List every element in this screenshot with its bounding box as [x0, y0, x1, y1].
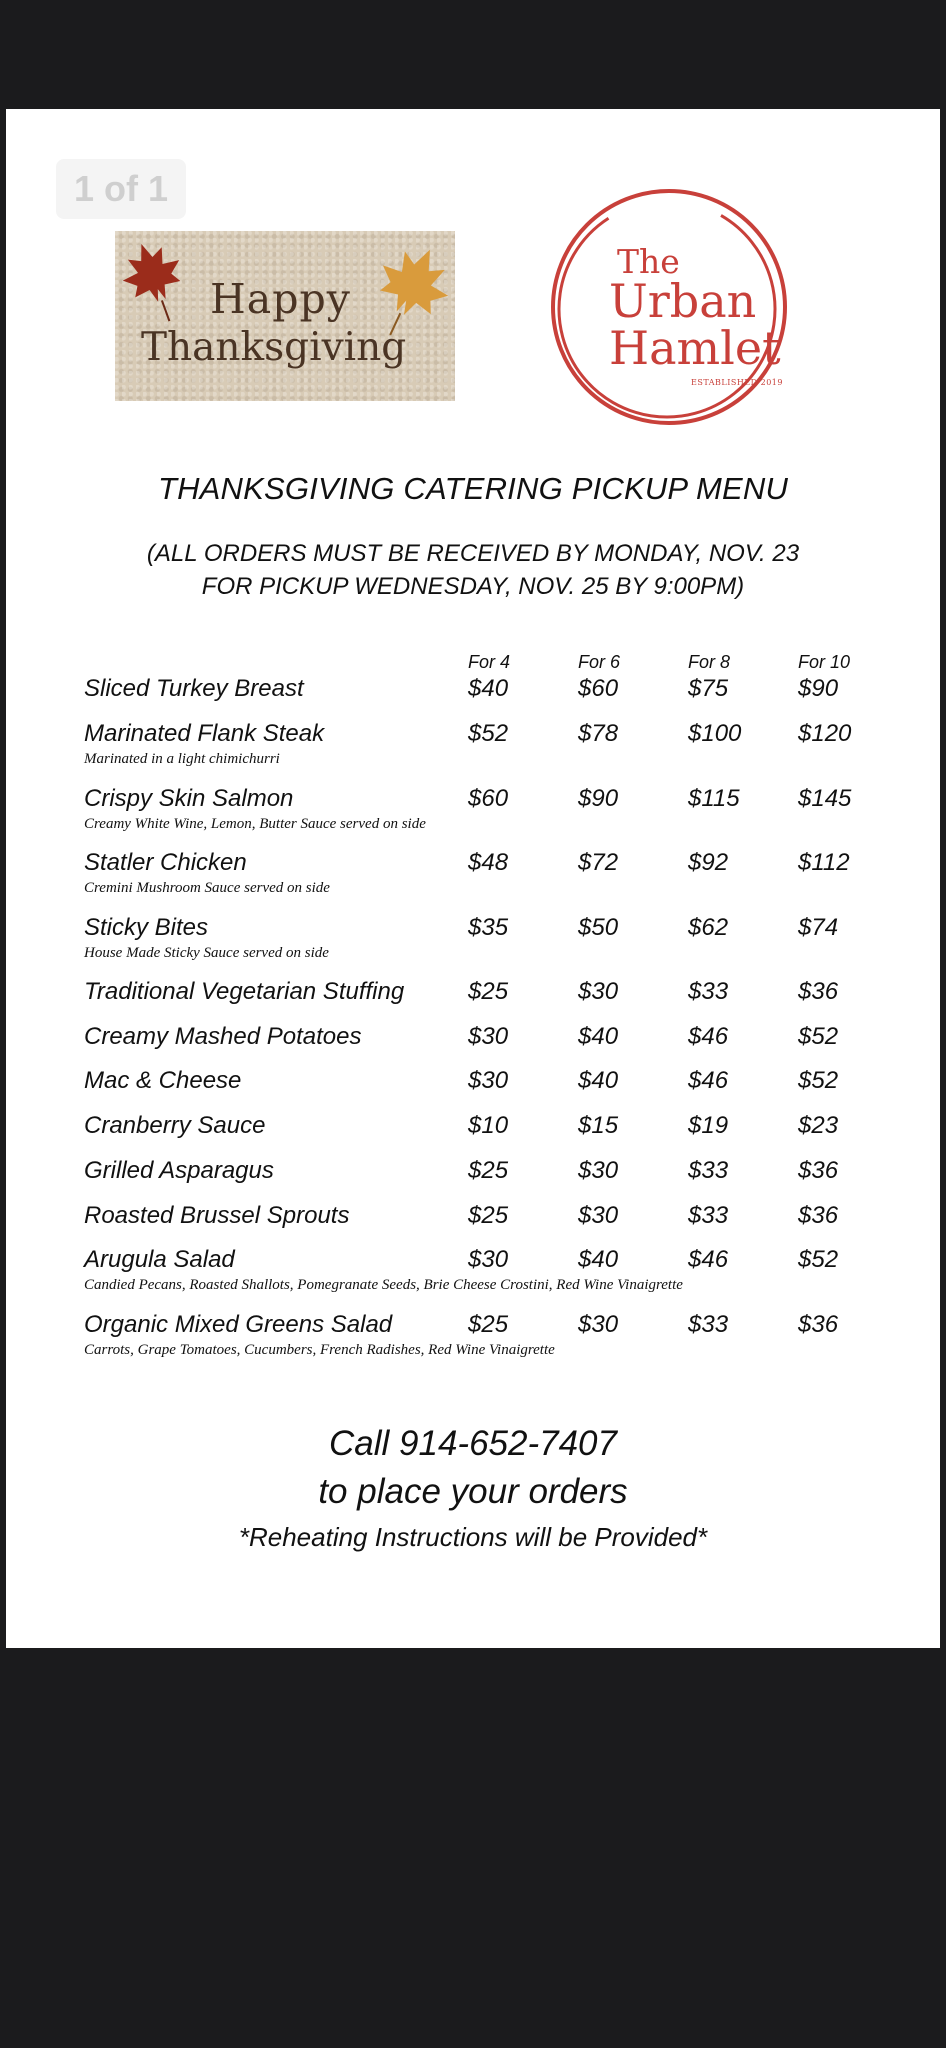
happy-thanksgiving-image: [115, 231, 455, 401]
menu-item-price: $112: [798, 849, 850, 876]
menu-item-price: $90: [578, 785, 619, 812]
logo-established: ESTABLISHED 2019: [691, 378, 783, 387]
urban-hamlet-logo: [539, 182, 799, 432]
menu-item-price: $40: [468, 675, 509, 702]
menu-item-price: $36: [798, 978, 839, 1005]
menu-item-price: $90: [798, 675, 839, 702]
menu-item-price: $25: [468, 978, 509, 1005]
thanks-line-happy: Happy: [210, 275, 351, 323]
column-header-for-8: For 8: [688, 652, 731, 672]
menu-item-price: $100: [688, 720, 742, 747]
menu-item-price: $25: [468, 1157, 509, 1184]
menu-document: [6, 109, 940, 1648]
menu-item-price: $52: [468, 720, 509, 747]
menu-item-price: $48: [468, 849, 509, 876]
order-notice-line1: (ALL ORDERS MUST BE RECEIVED BY MONDAY, NOV. 23: [146, 540, 800, 567]
menu-item-price: $23: [798, 1112, 839, 1139]
menu-item-price: $40: [578, 1023, 619, 1050]
menu-item-price: $35: [468, 914, 509, 941]
menu-item-price: $52: [798, 1246, 839, 1273]
menu-item-price: $33: [688, 978, 729, 1005]
menu-item-price: $75: [688, 675, 729, 702]
menu-item-price: $115: [688, 785, 740, 812]
menu-item-price: $30: [578, 1311, 619, 1338]
column-header-for-4: For 4: [468, 652, 511, 672]
menu-item-price: $52: [798, 1023, 839, 1050]
menu-item-name: Roasted Brussel Sprouts: [84, 1202, 350, 1229]
column-header-for-10: For 10: [798, 652, 851, 672]
menu-item-price: $72: [578, 849, 619, 876]
column-header-for-6: For 6: [578, 652, 621, 672]
order-notice: [6, 537, 940, 603]
menu-item-price: $30: [578, 978, 619, 1005]
menu-item-name: Sliced Turkey Breast: [84, 675, 304, 702]
menu-item-price: $60: [468, 785, 509, 812]
menu-item-description: Marinated in a light chimichurri: [84, 751, 280, 767]
menu-item-description: Candied Pecans, Roasted Shallots, Pomegranate Seeds, Brie Cheese Crostini, Red Wine Vinaigrette: [84, 1277, 683, 1293]
menu-item-name: Organic Mixed Greens Salad: [84, 1311, 393, 1338]
logo-text-the: The: [617, 242, 680, 281]
menu-item-price: $25: [468, 1202, 509, 1229]
menu-item-price: $36: [798, 1157, 839, 1184]
menu-item-price: $10: [468, 1112, 509, 1139]
menu-item-price: $46: [688, 1067, 729, 1094]
menu-item-price: $19: [688, 1112, 729, 1139]
order-notice-line2: FOR PICKUP WEDNESDAY, NOV. 25 BY 9:00PM): [201, 573, 745, 600]
menu-item-name: Creamy Mashed Potatoes: [84, 1023, 362, 1050]
menu-item-name: Mac & Cheese: [84, 1067, 242, 1094]
logo-text-urban: Urban: [609, 274, 757, 328]
menu-item-price: $46: [688, 1023, 729, 1050]
place-orders-line: to place your orders: [318, 1472, 628, 1511]
menu-item-price: $50: [578, 914, 619, 941]
menu-item-price: $25: [468, 1311, 509, 1338]
menu-item-description: Cremini Mushroom Sauce served on side: [84, 880, 330, 896]
menu-item-price: $36: [798, 1311, 839, 1338]
menu-item-price: $15: [578, 1112, 619, 1139]
menu-item-price: $40: [578, 1246, 619, 1273]
thanks-line-thanksgiving: Thanksgiving: [141, 325, 407, 370]
menu-item-price: $30: [468, 1246, 509, 1273]
menu-item-price: $78: [578, 720, 619, 747]
menu-item-price: $92: [688, 849, 729, 876]
menu-item-price: $52: [798, 1067, 839, 1094]
menu-item-name: Sticky Bites: [84, 914, 209, 941]
menu-item-price: $120: [798, 720, 852, 747]
menu-item-price: $33: [688, 1202, 729, 1229]
menu-item-price: $145: [798, 785, 852, 812]
menu-item-price: $30: [468, 1067, 509, 1094]
menu-item-name: Traditional Vegetarian Stuffing: [84, 978, 405, 1005]
menu-item-name: Cranberry Sauce: [84, 1112, 266, 1139]
menu-item-price: $30: [468, 1023, 509, 1050]
menu-item-price: $46: [688, 1246, 729, 1273]
menu-title: THANKSGIVING CATERING PICKUP MENU: [157, 471, 789, 506]
menu-item-price: $40: [578, 1067, 619, 1094]
menu-item-price: $36: [798, 1202, 839, 1229]
menu-item-price: $33: [688, 1311, 729, 1338]
reheating-note: *Reheating Instructions will be Provided*: [238, 1522, 708, 1552]
menu-item-price: $60: [578, 675, 619, 702]
menu-item-name: Crispy Skin Salmon: [84, 785, 294, 812]
phone-number: Call 914-652-7407: [329, 1424, 617, 1463]
menu-item-name: Grilled Asparagus: [84, 1157, 274, 1184]
menu-item-name: Arugula Salad: [84, 1246, 235, 1273]
menu-item-price: $30: [578, 1157, 619, 1184]
menu-item-price: $33: [688, 1157, 729, 1184]
menu-item-description: House Made Sticky Sauce served on side: [84, 945, 329, 961]
menu-item-price: $74: [798, 914, 839, 941]
menu-item-price: $62: [688, 914, 729, 941]
logo-text-hamlet: Hamlet: [609, 321, 781, 375]
menu-item-name: Marinated Flank Steak: [84, 720, 325, 747]
page-indicator: 1 of 1: [56, 159, 186, 219]
menu-item-price: $30: [578, 1202, 619, 1229]
menu-item-description: Carrots, Grape Tomatoes, Cucumbers, French Radishes, Red Wine Vinaigrette: [84, 1342, 555, 1358]
menu-item-name: Statler Chicken: [84, 849, 247, 876]
menu-item-description: Creamy White Wine, Lemon, Butter Sauce served on side: [84, 816, 426, 832]
